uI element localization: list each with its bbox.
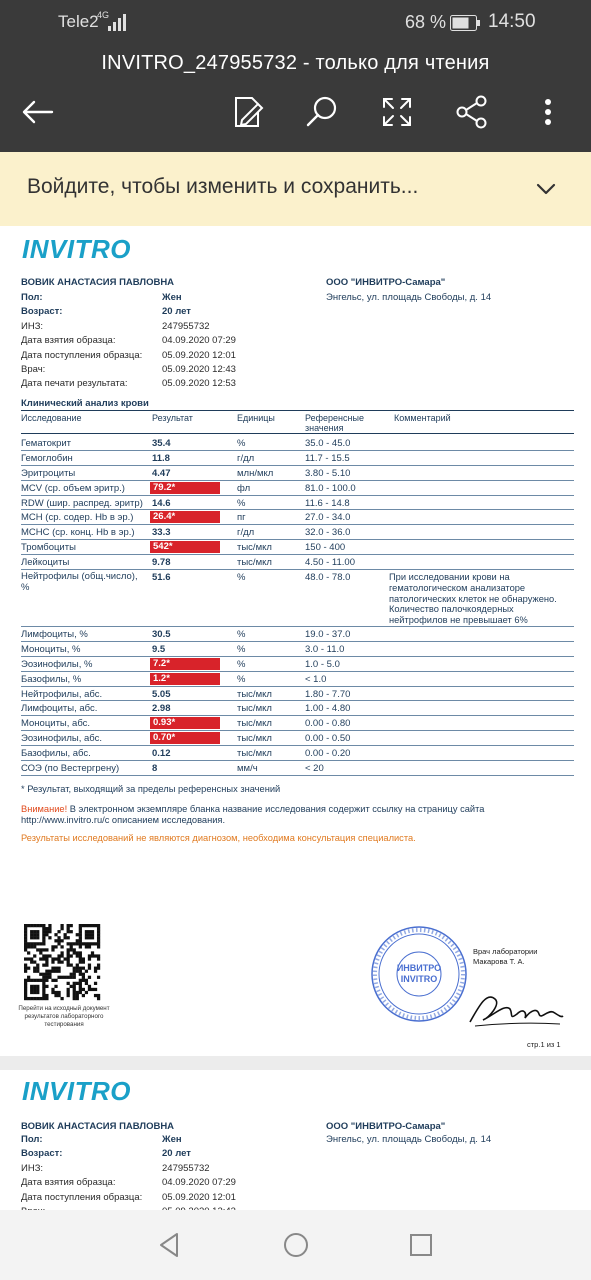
test-name: Лейкоциты <box>21 557 70 569</box>
reference-range: 11.6 - 14.8 <box>305 497 350 509</box>
more-vert-icon[interactable] <box>528 92 568 132</box>
app-toolbar <box>0 44 591 152</box>
table-row <box>21 687 574 702</box>
test-name: RDW (шир. распред. эритр) <box>21 497 143 509</box>
result-value: 14.6 <box>152 497 171 509</box>
unit: тыс/мкл <box>237 557 272 569</box>
table-row <box>21 525 574 540</box>
patient-name: ВОВИК АНАСТАСИЯ ПАВЛОВНА <box>21 277 175 288</box>
reference-range: 81.0 - 100.0 <box>305 482 356 494</box>
header-comment: Комментарий <box>394 413 451 423</box>
field-label: Дата взятия образца: <box>21 335 116 347</box>
doctor-signature <box>465 974 565 1034</box>
document-page-1 <box>0 226 591 1056</box>
share-icon[interactable] <box>452 92 492 132</box>
battery-percent: 68 % <box>405 12 447 32</box>
table-row <box>21 642 574 657</box>
doctor-role: Врач лаборатории <box>473 947 538 956</box>
result-value-flagged: 1.2* <box>150 673 220 685</box>
test-name: Тромбоциты <box>21 542 76 554</box>
test-name: Лимфоциты, абс. <box>21 703 98 715</box>
comment: При исследовании крови на гематологическом анализаторе патологических клеток не обнаружено. Количество палочкоядерных нейтрофилов не превышает 6% <box>389 572 557 626</box>
result-value-flagged: 542* <box>150 541 220 553</box>
test-name: Лимфоциты, % <box>21 629 88 641</box>
reference-range: 35.0 - 45.0 <box>305 438 351 449</box>
table-row <box>21 657 574 672</box>
table-row <box>21 627 574 642</box>
table-row <box>21 436 574 451</box>
table-row <box>21 746 574 761</box>
disclaimer: Результаты исследований не являются диагнозом, необходима консультация специалиста. <box>21 833 416 843</box>
header-ref-line2: значения <box>305 423 344 433</box>
reference-range: 0.00 - 0.20 <box>305 748 351 760</box>
field-label: Дата поступления образца: <box>21 349 143 361</box>
result-value-flagged: 26.4* <box>150 511 220 523</box>
result-value: 30.5 <box>152 629 171 641</box>
qr-caption: Перейти на исходный документ результатов лабораторного тестирования <box>18 1005 110 1028</box>
document-title: INVITRO_247955732 - только для чтения <box>101 52 490 74</box>
unit: г/дл <box>237 527 255 539</box>
header-test: Исследование <box>21 413 82 423</box>
reference-range: 150 - 400 <box>305 542 346 554</box>
header-reference <box>305 413 364 433</box>
field-value: 20 лет <box>162 306 191 318</box>
result-value-flagged: 79.2* <box>150 482 220 494</box>
unit: тыс/мкл <box>237 718 272 730</box>
test-name: Гемоглобин <box>21 452 73 464</box>
section-title: Клинический анализ крови <box>21 398 149 409</box>
unit: мм/ч <box>237 763 258 775</box>
table-row <box>21 716 574 731</box>
footnote: * Результат, выходящий за пределы референсных значений <box>21 784 281 794</box>
test-name: Нейтрофилы, абс. <box>21 688 103 700</box>
reference-range: 27.0 - 34.0 <box>305 512 351 524</box>
edit-document-icon[interactable] <box>228 92 268 132</box>
result-value: 4.47 <box>152 467 171 479</box>
field-value: 05.09.2020 12:01 <box>162 1191 236 1203</box>
header-result: Результат <box>152 413 193 423</box>
result-value: 33.3 <box>152 527 171 539</box>
reference-range: 19.0 - 37.0 <box>305 629 351 641</box>
invitro-logo: INVITRO <box>22 234 131 264</box>
table-row <box>21 496 574 511</box>
back-triangle-icon[interactable] <box>155 1230 185 1260</box>
reference-range: 0.00 - 0.80 <box>305 718 351 730</box>
reference-range: < 20 <box>305 763 324 775</box>
unit: тыс/мкл <box>237 688 272 700</box>
table-row <box>21 540 574 555</box>
field-value: Жен <box>162 1134 182 1145</box>
unit: % <box>237 673 246 685</box>
test-name: Нейтрофилы (общ.число), % <box>21 571 138 593</box>
unit: тыс/мкл <box>237 542 272 554</box>
doctor-block <box>473 947 537 967</box>
unit: % <box>237 438 246 449</box>
header-units: Единицы <box>237 413 275 423</box>
signin-banner[interactable] <box>0 152 591 226</box>
reference-range: 3.0 - 11.0 <box>305 643 345 655</box>
page-number: стр.1 из 1 <box>527 1040 561 1049</box>
field-label: Дата печати результата: <box>21 378 128 390</box>
result-value: 9.78 <box>152 557 171 569</box>
signin-message: Войдите, чтобы изменить и сохранить... <box>27 175 419 198</box>
patient-name: ВОВИК АНАСТАСИЯ ПАВЛОВНА <box>21 1121 175 1132</box>
field-label: Дата поступления образца: <box>21 1191 143 1203</box>
test-name: Моноциты, % <box>21 643 81 655</box>
unit: тыс/мкл <box>237 703 272 715</box>
clock: 14:50 <box>488 11 536 32</box>
field-value: 05.09.2020 12:43 <box>162 364 236 375</box>
attention-label: Внимание! <box>21 804 68 814</box>
chevron-down-icon[interactable] <box>533 176 559 202</box>
test-name: Эозинофилы, абс. <box>21 733 102 745</box>
unit: тыс/мкл <box>237 748 272 760</box>
lab-stamp <box>369 924 469 1024</box>
result-value-flagged: 0.70* <box>150 732 220 744</box>
results-table <box>21 436 574 776</box>
test-name: Базофилы, % <box>21 673 82 685</box>
unit: % <box>237 572 246 584</box>
lab-address: Энгельс, ул. площадь Свободы, д. 14 <box>326 292 492 303</box>
result-value: 0.12 <box>152 748 171 760</box>
field-value: 247955732 <box>162 320 210 332</box>
field-value: Жен <box>162 292 182 303</box>
attention-note <box>21 804 484 814</box>
unit: фл <box>237 482 251 494</box>
field-label: ИНЗ: <box>21 1162 44 1174</box>
reference-range: 1.0 - 5.0 <box>305 658 340 670</box>
result-value-flagged: 7.2* <box>150 658 220 670</box>
reference-range: 0.00 - 0.50 <box>305 733 351 745</box>
result-value: 9.5 <box>152 643 166 655</box>
lab-address: Энгельс, ул. площадь Свободы, д. 14 <box>326 1134 492 1145</box>
battery-icon <box>450 15 480 31</box>
table-row <box>21 481 574 496</box>
field-label: ИНЗ: <box>21 320 44 332</box>
status-bar <box>0 0 591 44</box>
unit: тыс/мкл <box>237 733 272 745</box>
field-value: 20 лет <box>162 1148 191 1160</box>
unit: % <box>237 497 246 509</box>
recents-square-icon[interactable] <box>406 1230 436 1260</box>
attention-link[interactable]: http://www.invitro.ru/c описанием исследования. <box>21 815 226 825</box>
table-row <box>21 466 574 481</box>
table-row <box>21 701 574 716</box>
result-value: 51.6 <box>152 572 171 584</box>
reference-range: 11.7 - 15.5 <box>305 452 350 464</box>
table-row <box>21 555 574 570</box>
field-value: 04.09.2020 07:29 <box>162 1177 236 1189</box>
carrier-name: Tele2 <box>58 12 99 31</box>
unit: % <box>237 658 246 670</box>
reference-range: 48.0 - 78.0 <box>305 572 351 584</box>
result-value: 8 <box>152 763 158 775</box>
unit: млн/мкл <box>237 467 274 479</box>
signal-icon <box>108 13 126 31</box>
svg-text:INVITRO: INVITRO <box>400 974 438 984</box>
result-value: 5.05 <box>152 688 171 700</box>
table-row <box>21 731 574 746</box>
field-value: 05.09.2020 12:53 <box>162 378 236 390</box>
test-name: Гематокрит <box>21 438 72 449</box>
network-type: 4G <box>97 10 110 20</box>
test-name: Эритроциты <box>21 467 76 479</box>
test-name: MCH (ср. содер. Hb в эр.) <box>21 512 134 524</box>
back-arrow-icon[interactable] <box>18 92 58 132</box>
reference-range: 32.0 - 36.0 <box>305 527 351 539</box>
field-label: Дата взятия образца: <box>21 1177 116 1189</box>
expand-icon[interactable] <box>377 92 417 132</box>
test-name: Базофилы, абс. <box>21 748 91 760</box>
unit: г/дл <box>237 452 255 464</box>
reference-range: 4.50 - 11.00 <box>305 557 356 569</box>
field-label: Врач: <box>21 364 46 375</box>
page-separator <box>0 1056 591 1070</box>
test-name: Эозинофилы, % <box>21 658 93 670</box>
field-value: 04.09.2020 07:29 <box>162 335 236 347</box>
result-value-flagged: 0.93* <box>150 717 220 729</box>
field-label: Пол: <box>21 1134 43 1145</box>
lab-name: ООО "ИНВИТРО-Самара" <box>326 277 446 288</box>
qr-code[interactable] <box>24 924 100 1000</box>
field-value: 247955732 <box>162 1162 210 1174</box>
table-row <box>21 451 574 466</box>
table-row <box>21 570 574 627</box>
test-name: Моноциты, абс. <box>21 718 91 730</box>
reference-range: 3.80 - 5.10 <box>305 467 351 479</box>
reference-range: 1.00 - 4.80 <box>305 703 351 715</box>
doctor-name: Макарова Т. А. <box>473 957 525 966</box>
table-row <box>21 672 574 687</box>
system-nav-bar <box>0 1210 591 1280</box>
home-circle-icon[interactable] <box>281 1230 311 1260</box>
field-label: Возраст: <box>21 1148 63 1160</box>
result-value: 35.4 <box>152 438 171 449</box>
test-name: СОЭ (по Вестергрену) <box>21 763 120 775</box>
unit: % <box>237 629 246 641</box>
test-name: MCV (ср. объем эритр.) <box>21 482 125 494</box>
table-row <box>21 510 574 525</box>
header-ref-line1: Референсные <box>305 413 364 423</box>
reference-range: < 1.0 <box>305 673 327 685</box>
search-icon[interactable] <box>302 92 342 132</box>
field-value: 05.09.2020 12:01 <box>162 349 236 361</box>
lab-name: ООО "ИНВИТРО-Самара" <box>326 1121 446 1132</box>
test-name: MCHC (ср. конц. Hb в эр.) <box>21 527 135 539</box>
reference-range: 1.80 - 7.70 <box>305 688 351 700</box>
table-row <box>21 761 574 776</box>
invitro-logo: INVITRO <box>22 1076 131 1106</box>
document-page-2 <box>0 1070 591 1210</box>
field-label: Возраст: <box>21 306 63 318</box>
svg-text:ИНВИТРО: ИНВИТРО <box>396 963 442 973</box>
unit: % <box>237 643 246 655</box>
results-table-header <box>21 410 574 434</box>
attention-text: В электронном экземпляре бланка название исследования содержит ссылку на страницу сайта <box>67 804 485 814</box>
result-value: 2.98 <box>152 703 171 715</box>
result-value: 11.8 <box>152 452 170 464</box>
unit: пг <box>237 512 246 524</box>
field-label: Пол: <box>21 292 43 303</box>
